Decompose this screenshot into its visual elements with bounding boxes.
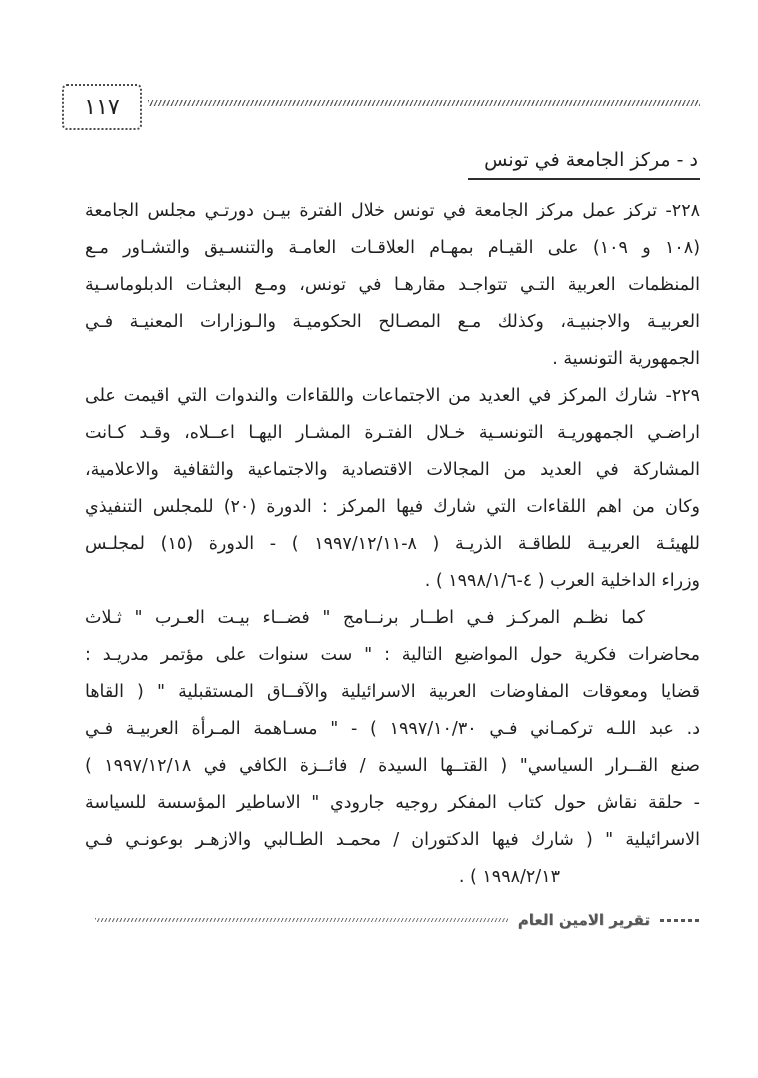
paragraph-228 bbox=[85, 193, 700, 378]
section-heading: د - مركز الجامعة في تونس bbox=[468, 149, 700, 180]
text-line: محاضرات فكرية حول المواضيع التالية : " ست سنوات على مؤتمر مدريـد : bbox=[85, 645, 700, 665]
page-number-badge bbox=[62, 84, 142, 130]
text-line: وكان من اهم اللقاءات التي شارك فيها المركز : الدورة (٢٠) للمجلس التنفيذي bbox=[85, 497, 700, 517]
paragraph-continuation bbox=[85, 600, 700, 896]
footer-rule bbox=[95, 918, 508, 922]
text-line: وزراء الداخلية العرب ( ٤-١٩٩٨/١/٦ ) . bbox=[424, 571, 700, 591]
text-line: العربيـة والاجنبيـة، وكذلك مـع المصـالح الحكوميـة والـوزارات المعنيـة فـي bbox=[85, 312, 700, 332]
text-line: الاسرائيلية " ( شارك فيها الدكتوران / محمـد الطـالبي والازهـر بوعونـي فـي bbox=[85, 830, 700, 850]
text-line: قضايا ومعوقات المفاوضات العربية الاسرائيلية والآفــاق المستقبلية " ( القاها bbox=[85, 682, 700, 702]
text-line: ٢٢٨- تركز عمل مركز الجامعة في تونس خلال الفترة بيـن دورتـي مجلس الجامعة bbox=[85, 201, 700, 221]
text-line: (١٠٨ و ١٠٩) على القيـام بمهـام العلاقـات العامـة والتنسـيق والتشـاور مـع bbox=[85, 238, 701, 258]
text-line: الجمهورية التونسية . bbox=[552, 349, 700, 369]
text-line: المشاركة في العديد من المجالات الاقتصادية والاجتماعية والثقافية والاعلامية، bbox=[85, 460, 700, 480]
document-body bbox=[85, 193, 700, 896]
text-line: صنع القــرار السياسي" ( القتــها السيدة / فائــزة الكافي في ١٩٩٧/١٢/١٨ ) bbox=[85, 756, 701, 776]
text-line: كما نظـم المركـز فـي اطــار برنــامج " فضــاء بيـت العـرب " ثـلاث bbox=[85, 608, 645, 628]
heading-container bbox=[58, 149, 700, 180]
text-line: اراضـي الجمهوريـة التونسـية خـلال الفتـرة المشـار اليهـا اعــلاه، وقـد كـانت bbox=[85, 423, 700, 443]
text-line: ١٩٩٨/٢/١٣ ) . bbox=[458, 867, 560, 887]
text-line: - حلقة نقاش حول كتاب المفكر روجيه جارودي " الاساطير المؤسسة للسياسة bbox=[85, 793, 700, 813]
header-rule bbox=[148, 100, 700, 106]
page-number: ١١٧ bbox=[84, 94, 120, 120]
footer-stamp: تقرير الامين العام bbox=[517, 911, 650, 929]
footer-dash bbox=[660, 919, 700, 922]
text-line: ٢٢٩- شارك المركز في العديد من الاجتماعات واللقاءات والندوات التي اقيمت على bbox=[85, 386, 700, 406]
text-line: للهيئـة العربيـة للطاقـة الذريـة ( ٨-١٩٩٧/١٢/١١ ) - الدورة (١٥) لمجلـس bbox=[85, 534, 700, 554]
text-line: د. عبد اللـه تركمـاني فـي ١٩٩٧/١٠/٣٠ ) - " مسـاهمة المـرأة العربيـة فـي bbox=[85, 719, 700, 739]
page-footer bbox=[95, 904, 700, 936]
paragraph-229 bbox=[85, 378, 700, 600]
text-line: المنظمات العربية التـي تتواجـد مقارهـا في تونس، ومـع البعثـات الدبلوماسـية bbox=[85, 275, 700, 295]
